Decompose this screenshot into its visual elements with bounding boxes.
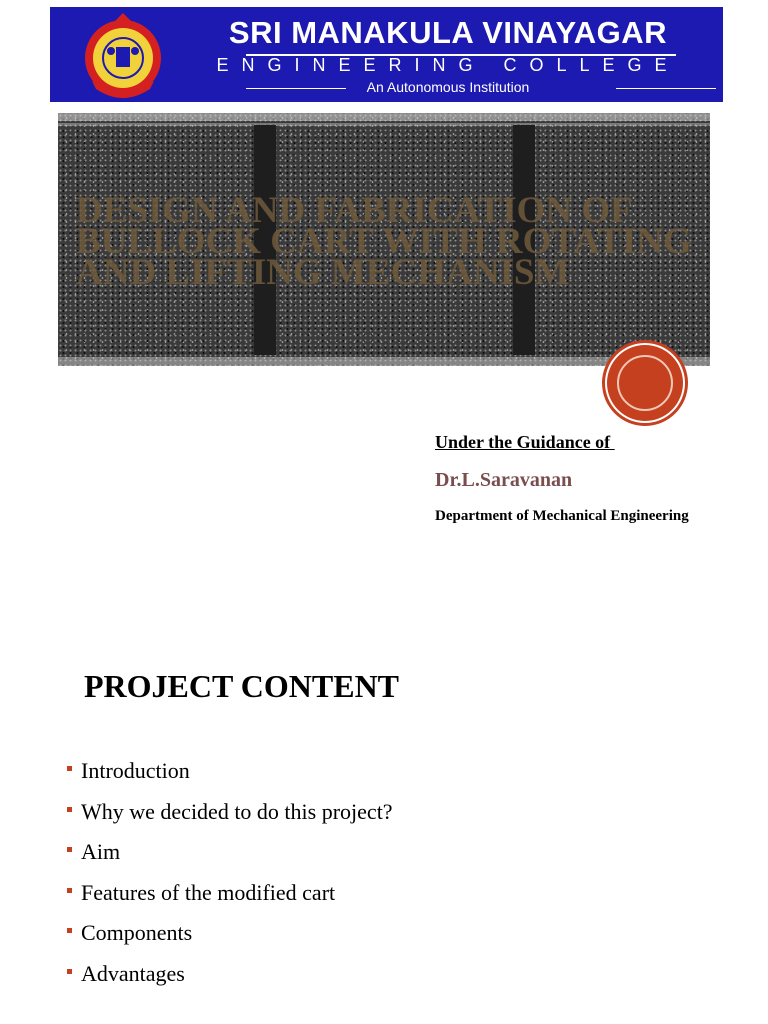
list-item-label: Aim [81,839,121,864]
decorative-circle-ring [617,355,673,411]
decorative-circle [607,345,683,421]
list-item [66,880,393,921]
college-banner [50,7,723,102]
guide-name: Dr.L.Saravanan [435,469,573,491]
list-item-label: Introduction [81,758,190,783]
list-item-label: Advantages [81,960,185,986]
panel-top-stripe [58,113,710,121]
tagline-rule-right [616,88,716,89]
list-item-label: Features of the modified cart [81,879,336,905]
college-subtitle: ENGINEERING COLLEGE [216,55,680,75]
project-content-list [66,758,393,1001]
panel-top-stripe-thin [58,123,710,126]
bullet-icon [67,807,72,812]
bullet-icon [67,888,72,893]
list-item [66,961,393,1002]
college-name: SRI MANAKULA VINAYAGAR [228,15,668,50]
list-item [66,920,393,961]
department-name: Department of Mechanical Engineering [435,508,689,524]
college-logo-icon [78,11,168,99]
bullet-icon [67,969,72,974]
list-item [66,839,393,880]
bullet-icon [67,766,72,771]
guidance-label: Under the Guidance of [435,432,615,452]
bullet-icon [67,847,72,852]
project-content-heading: PROJECT CONTENT [84,668,400,704]
list-item-label: Components [81,920,193,945]
list-item [66,799,393,840]
presentation-title: DESIGN AND FABRICATION OF BULLOCK CART WITH ROTATING AND LIFTING MECHANISM [76,190,692,293]
list-item [66,758,393,799]
list-item-label: Why we decided to do this project? [81,798,393,824]
college-tagline: An Autonomous Institution [366,79,530,95]
title-panel [58,113,710,366]
bullet-icon [67,928,72,933]
